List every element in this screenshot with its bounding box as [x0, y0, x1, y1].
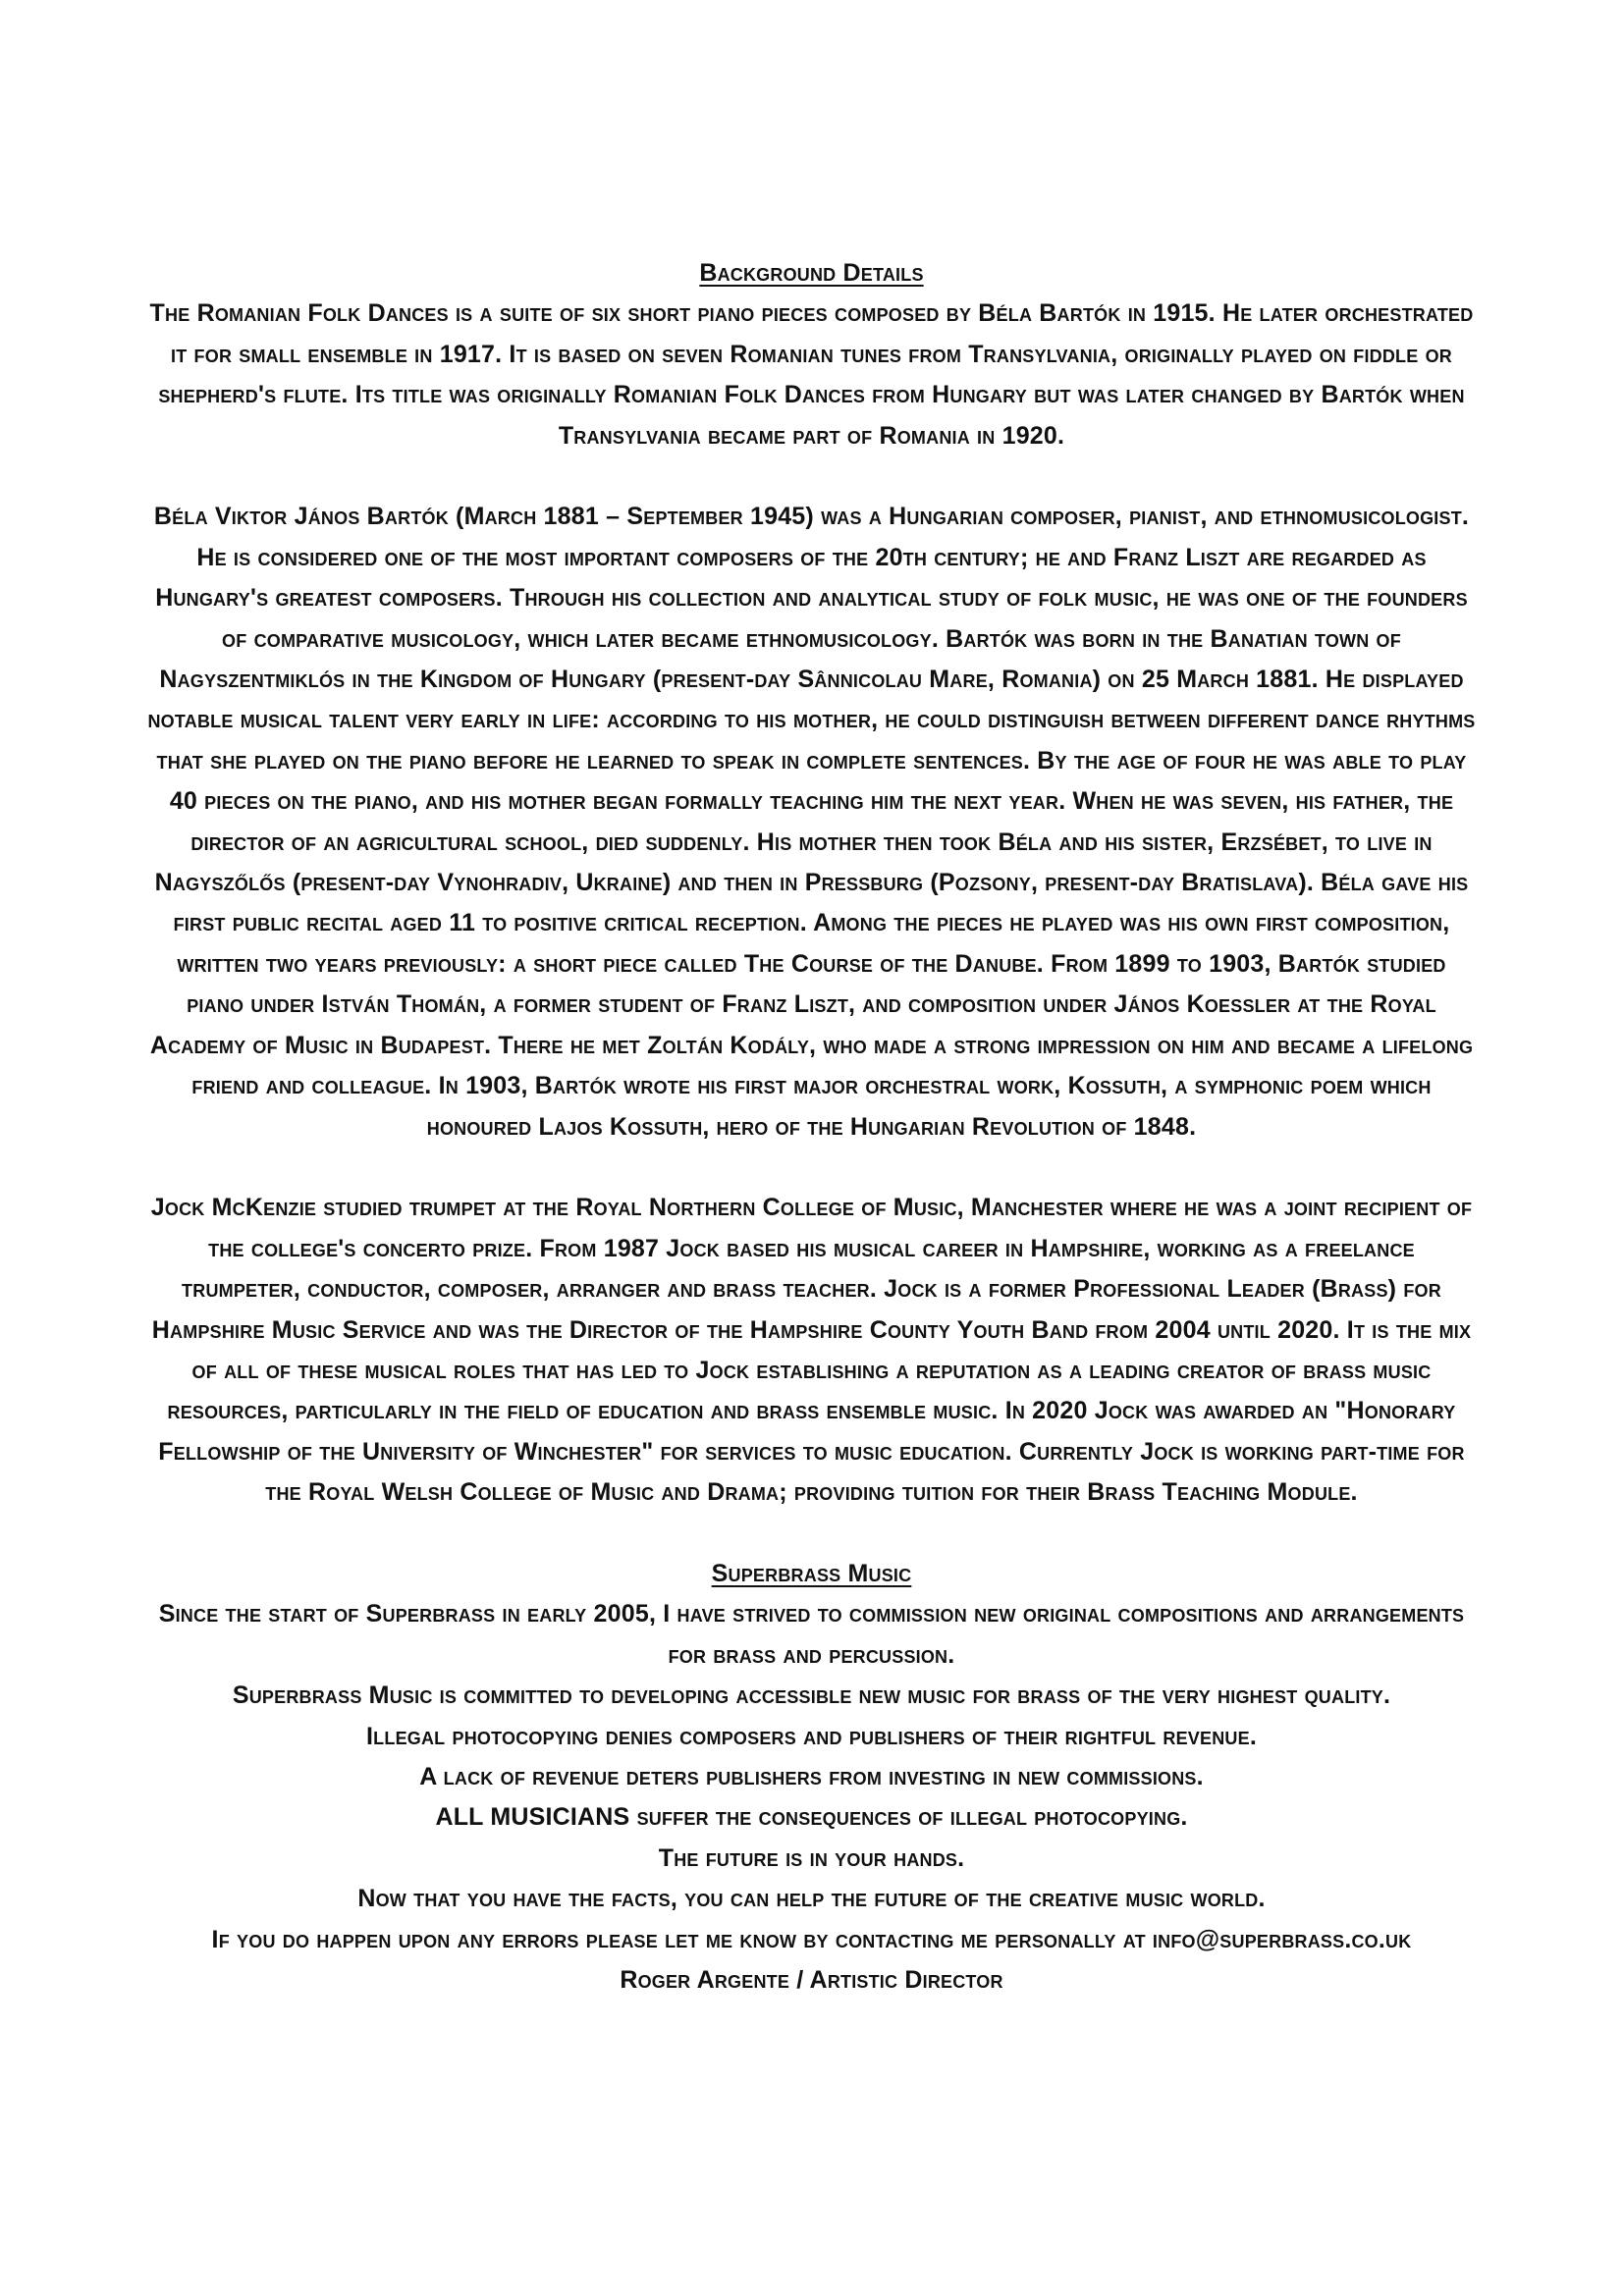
superbrass-line-revenue: A lack of revenue deters publishers from investing in new commissions. [419, 1762, 1204, 1790]
superbrass-line-commission: Since the start of Superbrass in early 2005, I have strived to commission new original compositions and arrangements for brass and percussion. [158, 1600, 1465, 1669]
document-page [147, 253, 1476, 2001]
superbrass-line-facts: Now that you have the facts, you can help the future of the creative music world. [357, 1885, 1266, 1913]
all-musicians-rest: suffer the consequences of illegal photocopying. [629, 1803, 1188, 1832]
superbrass-music-heading: Superbrass Music [711, 1559, 912, 1587]
background-details-heading: Background Details [699, 259, 924, 287]
superbrass-line-photocopying: Illegal photocopying denies composers and publishers of their rightful revenue. [366, 1722, 1257, 1750]
superbrass-line-commitment: Superbrass Music is committed to developing accessible new music for brass of the very highest quality. [232, 1682, 1391, 1710]
romanian-folk-dances-paragraph: The Romanian Folk Dances is a suite of six short piano pieces composed by Béla Bartók in 1915. He later orchestrated it for small ensemble in 1917. It is based on seven Romanian tunes from Transylvania, originally played on fiddle or shepherd's flute. Its title was originally Romanian Folk Dances from Hungary but was later changed by Bartók when Transylvania became part of Romania in 1920. [149, 299, 1474, 450]
all-musicians-emphasis: ALL MUSICIANS [435, 1803, 630, 1832]
signature-line: Roger Argente / Artistic Director [620, 1966, 1003, 1995]
superbrass-line-future: The future is in your hands. [658, 1843, 965, 1872]
bartok-biography-paragraph: Béla Viktor János Bartók (March 1881 – September 1945) was a Hungarian composer, pianist, and ethnomusicologist. He is considered one of the most important composers of the 20th century; he and Franz Liszt are regarded as Hungary's greatest composers. Through his collection and analytical study of folk music, he was one of the founders of comparative musicology, which later became ethnomusicology. Bartók was born in the Banatian town of Nagyszentmiklós in the Kingdom of Hungary (present-day Sânnicolau Mare, Romania) on 25 March 1881. He displayed notable musical talent very early in life: according to his mother, he could distinguish between different dance rhythms that she played on the piano before he learned to speak in complete sentences. By the age of four he was able to play 40 pieces on the piano, and his mother began formally teaching him the next year. When he was seven, his father, the director of an agricultural school, died suddenly. His mother then took Béla and his sister, Erzsébet, to live in Nagyszőlős (present-day Vynohradiv, Ukraine) and then in Pressburg (Pozsony, present-day Bratislava). Béla gave his first public recital aged 11 to positive critical reception. Among the pieces he played was his own first composition, written two years previously: a short piece called The Course of the Danube. From 1899 to 1903, Bartók studied piano under István Thomán, a former student of Franz Liszt, and composition under János Koessler at the Royal Academy of Music in Budapest. There he met Zoltán Kodály, who made a strong impression on him and became a lifelong friend and colleague. In 1903, Bartók wrote his first major orchestral work, Kossuth, a symphonic poem which honoured Lajos Kossuth, hero of the Hungarian Revolution of 1848. [147, 503, 1476, 1141]
paragraph-spacer [147, 1514, 1476, 1554]
superbrass-line-errors-contact: If you do happen upon any errors please let me know by contacting me personally at info@superbrass.co.uk [211, 1925, 1412, 1953]
superbrass-line-all-musicians [147, 1797, 1476, 1838]
jock-mckenzie-biography-paragraph: Jock McKenzie studied trumpet at the Royal Northern College of Music, Manchester where he was a joint recipient of the college's concerto prize. From 1987 Jock based his musical career in Hampshire, working as a freelance trumpeter, conductor, composer, arranger and brass teacher. Jock is a former Professional Leader (Brass) for Hampshire Music Service and was the Director of the Hampshire County Youth Band from 2004 until 2020. It is the mix of all of these musical roles that has led to Jock establishing a reputation as a leading creator of brass music resources, particularly in the field of education and brass ensemble music. In 2020 Jock was awarded an "Honorary Fellowship of the University of Winchester" for services to music education. Currently Jock is working part-time for the Royal Welsh College of Music and Drama; providing tuition for their Brass Teaching Module. [150, 1194, 1473, 1507]
paragraph-spacer [147, 1148, 1476, 1188]
paragraph-spacer [147, 456, 1476, 497]
